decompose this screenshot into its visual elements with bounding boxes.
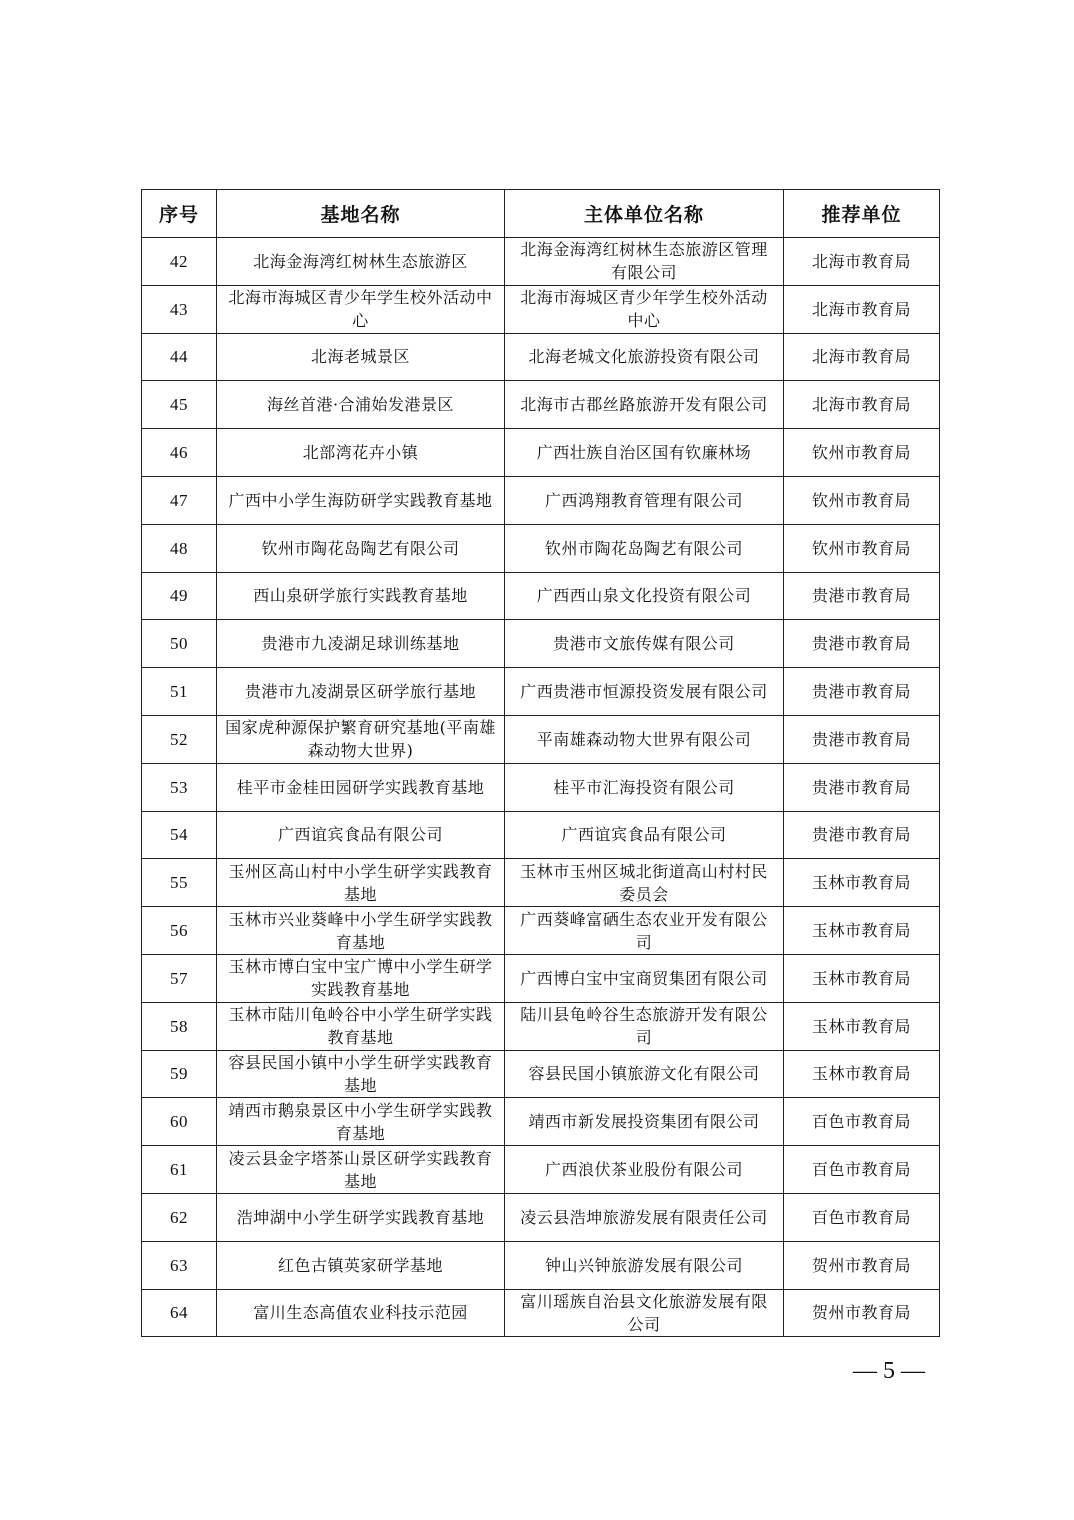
cell-host-unit-name: 广西博白宝中宝商贸集团有限公司 <box>505 954 784 1002</box>
table-row <box>142 1146 940 1194</box>
cell-base-name: 玉州区高山村中小学生研学实践教育基地 <box>217 859 505 907</box>
cell-base-name: 北海金海湾红树林生态旅游区 <box>217 238 505 286</box>
cell-base-name: 凌云县金字塔茶山景区研学实践教育基地 <box>217 1146 505 1194</box>
table-row <box>142 524 940 572</box>
cell-recommending-unit: 钦州市教育局 <box>784 476 940 524</box>
table-row <box>142 1289 940 1337</box>
cell-base-name: 容县民国小镇中小学生研学实践教育基地 <box>217 1050 505 1098</box>
cell-base-name: 广西谊宾食品有限公司 <box>217 811 505 859</box>
header-recommending-unit: 推荐单位 <box>784 190 940 238</box>
cell-base-name: 贵港市九凌湖景区研学旅行基地 <box>217 668 505 716</box>
table-row <box>142 811 940 859</box>
cell-host-unit-name: 凌云县浩坤旅游发展有限责任公司 <box>505 1193 784 1241</box>
table-row <box>142 476 940 524</box>
cell-serial-number: 55 <box>142 859 217 907</box>
table-row <box>142 285 940 333</box>
cell-recommending-unit: 贵港市教育局 <box>784 763 940 811</box>
cell-host-unit-name: 贵港市文旅传媒有限公司 <box>505 620 784 668</box>
cell-serial-number: 64 <box>142 1289 217 1337</box>
table-row <box>142 620 940 668</box>
cell-recommending-unit: 玉林市教育局 <box>784 954 940 1002</box>
table-row <box>142 668 940 716</box>
cell-base-name: 北海市海城区青少年学生校外活动中心 <box>217 285 505 333</box>
cell-serial-number: 59 <box>142 1050 217 1098</box>
cell-host-unit-name: 广西贵港市恒源投资发展有限公司 <box>505 668 784 716</box>
table-row <box>142 1002 940 1050</box>
header-serial-number: 序号 <box>142 190 217 238</box>
cell-base-name: 浩坤湖中小学生研学实践教育基地 <box>217 1193 505 1241</box>
cell-recommending-unit: 贵港市教育局 <box>784 811 940 859</box>
table-row <box>142 429 940 477</box>
table-row <box>142 238 940 286</box>
cell-host-unit-name: 广西鸿翔教育管理有限公司 <box>505 476 784 524</box>
cell-host-unit-name: 广西谊宾食品有限公司 <box>505 811 784 859</box>
header-base-name: 基地名称 <box>217 190 505 238</box>
table-row <box>142 954 940 1002</box>
cell-host-unit-name: 北海市海城区青少年学生校外活动中心 <box>505 285 784 333</box>
cell-host-unit-name: 广西浪伏茶业股份有限公司 <box>505 1146 784 1194</box>
table-row <box>142 333 940 381</box>
cell-serial-number: 61 <box>142 1146 217 1194</box>
table-row <box>142 763 940 811</box>
cell-serial-number: 60 <box>142 1098 217 1146</box>
cell-base-name: 钦州市陶花岛陶艺有限公司 <box>217 524 505 572</box>
cell-host-unit-name: 玉林市玉州区城北街道高山村村民委员会 <box>505 859 784 907</box>
cell-base-name: 北部湾花卉小镇 <box>217 429 505 477</box>
cell-base-name: 玉林市陆川龟岭谷中小学生研学实践教育基地 <box>217 1002 505 1050</box>
cell-base-name: 国家虎种源保护繁育研究基地(平南雄森动物大世界) <box>217 715 505 763</box>
cell-serial-number: 45 <box>142 381 217 429</box>
cell-recommending-unit: 百色市教育局 <box>784 1146 940 1194</box>
table-row <box>142 1193 940 1241</box>
cell-host-unit-name: 桂平市汇海投资有限公司 <box>505 763 784 811</box>
cell-recommending-unit: 北海市教育局 <box>784 381 940 429</box>
cell-recommending-unit: 贺州市教育局 <box>784 1289 940 1337</box>
cell-base-name: 海丝首港·合浦始发港景区 <box>217 381 505 429</box>
cell-host-unit-name: 广西西山泉文化投资有限公司 <box>505 572 784 620</box>
cell-serial-number: 56 <box>142 907 217 955</box>
cell-recommending-unit: 贵港市教育局 <box>784 572 940 620</box>
table-row <box>142 572 940 620</box>
cell-recommending-unit: 玉林市教育局 <box>784 859 940 907</box>
cell-base-name: 贵港市九凌湖足球训练基地 <box>217 620 505 668</box>
cell-base-name: 玉林市博白宝中宝广博中小学生研学实践教育基地 <box>217 954 505 1002</box>
cell-host-unit-name: 钦州市陶花岛陶艺有限公司 <box>505 524 784 572</box>
table-header-row <box>142 190 940 238</box>
cell-serial-number: 53 <box>142 763 217 811</box>
cell-serial-number: 51 <box>142 668 217 716</box>
cell-recommending-unit: 北海市教育局 <box>784 285 940 333</box>
table-row <box>142 715 940 763</box>
cell-recommending-unit: 贵港市教育局 <box>784 668 940 716</box>
cell-serial-number: 48 <box>142 524 217 572</box>
cell-host-unit-name: 广西壮族自治区国有钦廉林场 <box>505 429 784 477</box>
cell-base-name: 玉林市兴业葵峰中小学生研学实践教育基地 <box>217 907 505 955</box>
cell-serial-number: 58 <box>142 1002 217 1050</box>
cell-host-unit-name: 北海老城文化旅游投资有限公司 <box>505 333 784 381</box>
cell-serial-number: 52 <box>142 715 217 763</box>
cell-host-unit-name: 钟山兴钟旅游发展有限公司 <box>505 1241 784 1289</box>
cell-recommending-unit: 玉林市教育局 <box>784 907 940 955</box>
cell-recommending-unit: 百色市教育局 <box>784 1193 940 1241</box>
table-row <box>142 907 940 955</box>
table-row <box>142 381 940 429</box>
cell-recommending-unit: 钦州市教育局 <box>784 429 940 477</box>
cell-serial-number: 50 <box>142 620 217 668</box>
cell-host-unit-name: 平南雄森动物大世界有限公司 <box>505 715 784 763</box>
page-number: — 5 — <box>853 1358 925 1384</box>
cell-serial-number: 47 <box>142 476 217 524</box>
cell-recommending-unit: 百色市教育局 <box>784 1098 940 1146</box>
cell-recommending-unit: 贵港市教育局 <box>784 620 940 668</box>
cell-base-name: 红色古镇英家研学基地 <box>217 1241 505 1289</box>
cell-serial-number: 54 <box>142 811 217 859</box>
cell-serial-number: 49 <box>142 572 217 620</box>
cell-host-unit-name: 北海市古郡丝路旅游开发有限公司 <box>505 381 784 429</box>
cell-recommending-unit: 贵港市教育局 <box>784 715 940 763</box>
cell-recommending-unit: 北海市教育局 <box>784 238 940 286</box>
cell-host-unit-name: 靖西市新发展投资集团有限公司 <box>505 1098 784 1146</box>
cell-host-unit-name: 陆川县龟岭谷生态旅游开发有限公司 <box>505 1002 784 1050</box>
table-row <box>142 1241 940 1289</box>
cell-host-unit-name: 富川瑶族自治县文化旅游发展有限公司 <box>505 1289 784 1337</box>
cell-recommending-unit: 北海市教育局 <box>784 333 940 381</box>
cell-host-unit-name: 容县民国小镇旅游文化有限公司 <box>505 1050 784 1098</box>
table-row <box>142 1050 940 1098</box>
cell-serial-number: 63 <box>142 1241 217 1289</box>
cell-host-unit-name: 北海金海湾红树林生态旅游区管理有限公司 <box>505 238 784 286</box>
cell-base-name: 靖西市鹅泉景区中小学生研学实践教育基地 <box>217 1098 505 1146</box>
table-body <box>142 238 940 1337</box>
cell-base-name: 西山泉研学旅行实践教育基地 <box>217 572 505 620</box>
cell-base-name: 广西中小学生海防研学实践教育基地 <box>217 476 505 524</box>
cell-recommending-unit: 玉林市教育局 <box>784 1002 940 1050</box>
cell-host-unit-name: 广西葵峰富硒生态农业开发有限公司 <box>505 907 784 955</box>
table-row <box>142 1098 940 1146</box>
cell-recommending-unit: 贺州市教育局 <box>784 1241 940 1289</box>
cell-recommending-unit: 玉林市教育局 <box>784 1050 940 1098</box>
header-host-unit-name: 主体单位名称 <box>505 190 784 238</box>
cell-base-name: 桂平市金桂田园研学实践教育基地 <box>217 763 505 811</box>
cell-serial-number: 57 <box>142 954 217 1002</box>
cell-serial-number: 42 <box>142 238 217 286</box>
cell-serial-number: 43 <box>142 285 217 333</box>
table-row <box>142 859 940 907</box>
cell-serial-number: 62 <box>142 1193 217 1241</box>
base-list-table <box>141 189 940 1337</box>
cell-base-name: 富川生态高值农业科技示范园 <box>217 1289 505 1337</box>
cell-serial-number: 46 <box>142 429 217 477</box>
cell-base-name: 北海老城景区 <box>217 333 505 381</box>
cell-serial-number: 44 <box>142 333 217 381</box>
cell-recommending-unit: 钦州市教育局 <box>784 524 940 572</box>
